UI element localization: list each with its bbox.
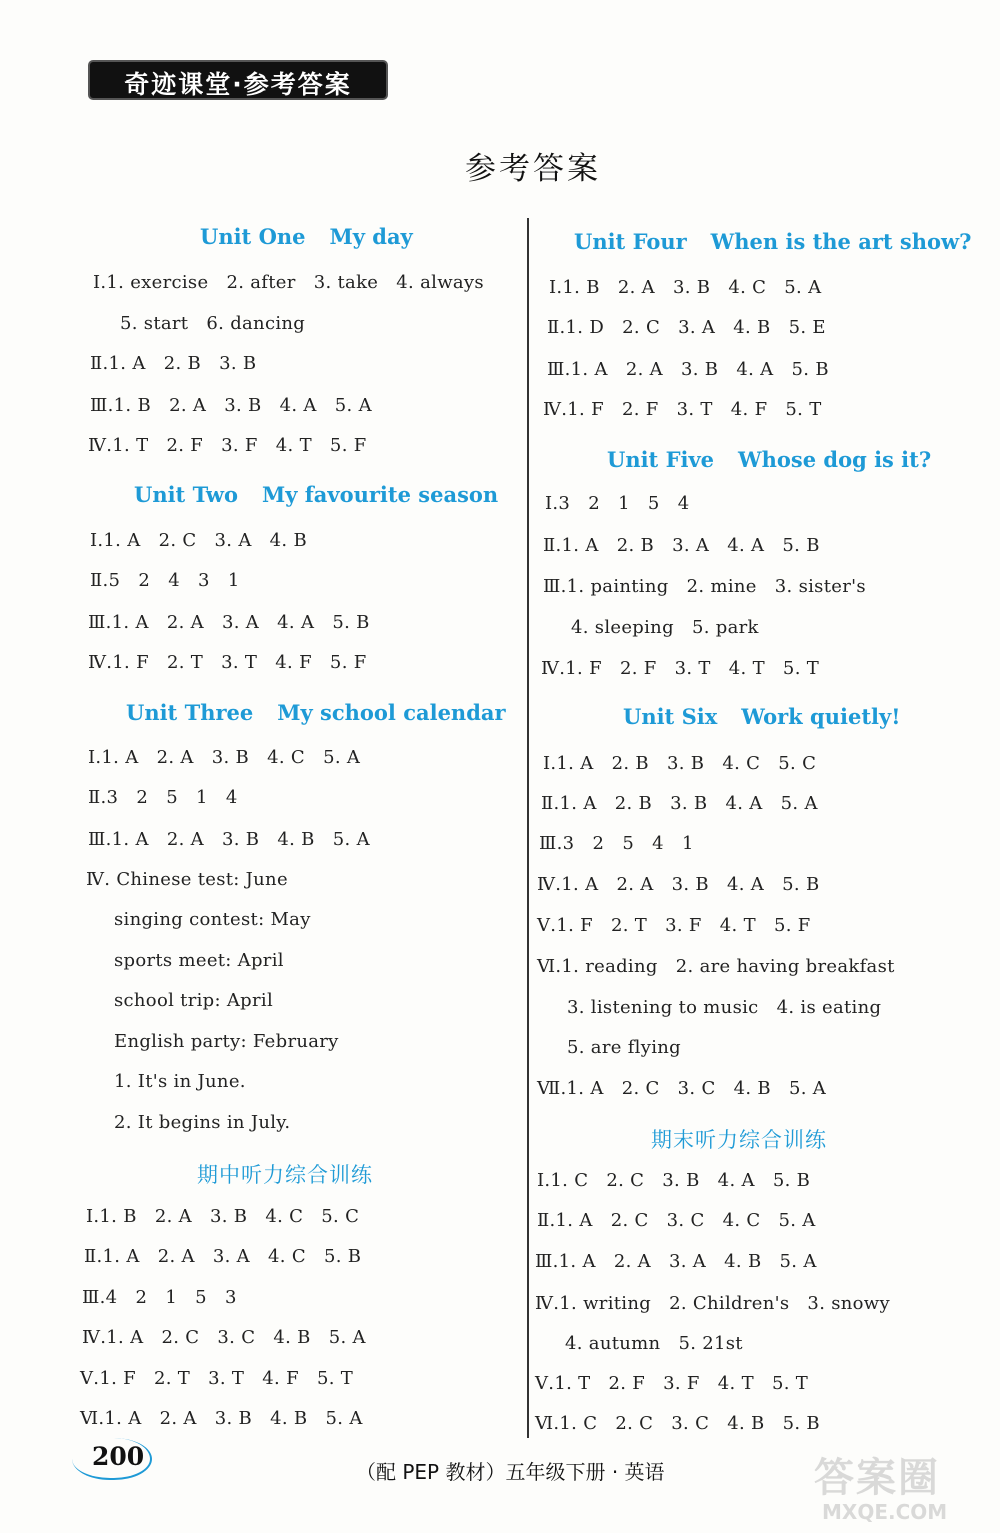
answer-line: 5. are flying: [567, 1037, 681, 1058]
answer-line: 4. autumn 5. 21st: [565, 1333, 743, 1354]
section-heading: 期末听力综合训练: [651, 1128, 827, 1152]
unit-topic: When is the art show?: [710, 229, 972, 254]
answer-line: Ⅰ.3 2 1 5 4: [545, 493, 690, 514]
answer-line: Ⅰ.1. A 2. C 3. A 4. B: [90, 530, 308, 551]
answer-line: Ⅳ.1. T 2. F 3. F 4. T 5. F: [88, 435, 367, 456]
answer-line: singing contest: May: [114, 909, 311, 930]
answer-line: English party: February: [114, 1031, 339, 1052]
answer-line: Ⅴ.1. F 2. T 3. T 4. F 5. T: [80, 1368, 354, 1389]
answer-line: Ⅰ.1. A 2. A 3. B 4. C 5. A: [88, 747, 361, 768]
unit-label: Unit Four: [574, 229, 687, 254]
answer-line: school trip: April: [114, 990, 274, 1011]
answer-line: 2. It begins in July.: [114, 1112, 291, 1133]
banner-text: 奇迹课堂·参考答案: [124, 70, 352, 99]
unit-topic: My favourite season: [261, 482, 499, 507]
answer-line: Ⅳ.1. F 2. F 3. T 4. T 5. T: [541, 658, 820, 679]
answer-line: 1. It's in June.: [114, 1071, 246, 1092]
unit-label: Unit One: [200, 224, 306, 249]
watermark-text: 答案圈: [814, 1455, 940, 1501]
answer-line: Ⅱ.1. D 2. C 3. A 4. B 5. E: [547, 317, 826, 338]
answer-line: Ⅱ.1. A 2. B 3. A 4. A 5. B: [543, 535, 820, 556]
answer-line: Ⅲ.1. painting 2. mine 3. sister's: [543, 576, 866, 597]
unit-heading: [574, 229, 971, 254]
answer-line: Ⅰ.1. exercise 2. after 3. take 4. always: [93, 272, 484, 293]
answer-line: Ⅶ.1. A 2. C 3. C 4. B 5. A: [537, 1078, 827, 1099]
page-number-text: 200: [92, 1442, 145, 1471]
answer-line: 4. sleeping 5. park: [571, 617, 759, 638]
answer-line: Ⅱ.3 2 5 1 4: [88, 787, 238, 808]
answer-line: Ⅲ.1. A 2. A 3. A 4. B 5. A: [535, 1251, 817, 1272]
unit-heading: [126, 700, 506, 725]
page-title: 参考答案: [465, 151, 601, 187]
answer-line: Ⅲ.1. A 2. A 3. B 4. B 5. A: [88, 829, 370, 850]
answer-line: Ⅵ.1. reading 2. are having breakfast: [537, 956, 895, 977]
answer-line: Ⅴ.1. F 2. T 3. F 4. T 5. F: [537, 915, 811, 936]
answer-line: Ⅱ.1. A 2. A 3. A 4. C 5. B: [84, 1246, 362, 1267]
unit-label: Unit Five: [607, 447, 715, 472]
watermark-logo: [808, 1440, 988, 1530]
answer-line: Ⅲ.1. B 2. A 3. B 4. A 5. A: [90, 395, 372, 416]
answer-line: Ⅳ. Chinese test: June: [86, 869, 288, 890]
answer-line: sports meet: April: [114, 950, 284, 971]
answer-line: Ⅰ.1. A 2. B 3. B 4. C 5. C: [543, 753, 817, 774]
answer-line: Ⅲ.4 2 1 5 3: [82, 1287, 237, 1308]
answer-line: Ⅳ.1. A 2. C 3. C 4. B 5. A: [82, 1327, 366, 1348]
answer-line: Ⅳ.1. A 2. A 3. B 4. A 5. B: [537, 874, 820, 895]
header-banner: [90, 62, 386, 98]
unit-heading: [134, 482, 498, 507]
answer-line: Ⅳ.1. F 2. T 3. T 4. F 5. F: [88, 652, 367, 673]
answer-line: Ⅲ.1. A 2. A 3. B 4. A 5. B: [547, 359, 829, 380]
answer-line: 3. listening to music 4. is eating: [567, 997, 882, 1018]
page-number: [78, 1440, 144, 1482]
answer-line: Ⅱ.5 2 4 3 1: [90, 570, 240, 591]
section-heading: 期中听力综合训练: [197, 1163, 373, 1187]
column-divider: [527, 218, 529, 1438]
answer-line: Ⅱ.1. A 2. B 3. B 4. A 5. A: [541, 793, 818, 814]
answer-line: Ⅳ.1. F 2. F 3. T 4. F 5. T: [543, 399, 822, 420]
answer-line: Ⅲ.3 2 5 4 1: [539, 833, 694, 854]
unit-heading: [607, 447, 931, 472]
unit-label: Unit Six: [623, 704, 718, 729]
unit-heading: [623, 704, 900, 729]
answer-line: Ⅵ.1. A 2. A 3. B 4. B 5. A: [80, 1408, 363, 1429]
answer-line: Ⅵ.1. C 2. C 3. C 4. B 5. B: [535, 1413, 820, 1434]
answer-line: 5. start 6. dancing: [120, 313, 306, 334]
book-info: （配 PEP 教材）五年级下册 · 英语: [356, 1460, 665, 1484]
unit-topic: My school calendar: [277, 700, 506, 725]
unit-label: Unit Two: [134, 482, 238, 507]
unit-heading: [200, 224, 413, 249]
watermark-url: MXQE.COM: [822, 1500, 948, 1524]
answer-line: Ⅳ.1. writing 2. Children's 3. snowy: [535, 1293, 890, 1314]
answer-line: Ⅱ.1. A 2. B 3. B: [90, 353, 257, 374]
answer-line: Ⅰ.1. B 2. A 3. B 4. C 5. C: [86, 1206, 360, 1227]
answer-line: Ⅲ.1. A 2. A 3. A 4. A 5. B: [88, 612, 370, 633]
answer-line: Ⅴ.1. T 2. F 3. F 4. T 5. T: [535, 1373, 809, 1394]
answer-line: Ⅰ.1. B 2. A 3. B 4. C 5. A: [549, 277, 822, 298]
unit-topic: Whose dog is it?: [738, 447, 932, 472]
answer-line: Ⅰ.1. C 2. C 3. B 4. A 5. B: [537, 1170, 811, 1191]
unit-topic: My day: [329, 224, 413, 249]
unit-topic: Work quietly!: [741, 704, 901, 729]
unit-label: Unit Three: [126, 700, 254, 725]
answer-line: Ⅱ.1. A 2. C 3. C 4. C 5. A: [537, 1210, 816, 1231]
